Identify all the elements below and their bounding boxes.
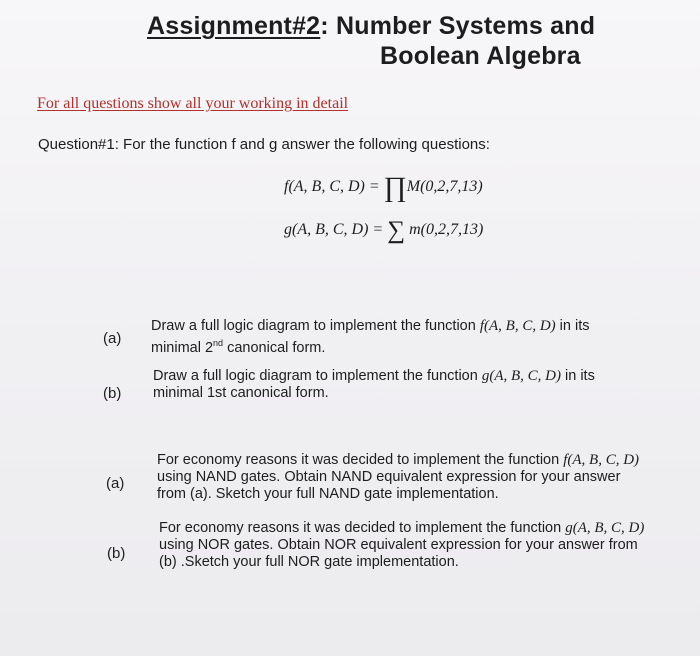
part-text-line: (b) .Sketch your full NOR gate implementation. — [159, 554, 459, 570]
formula-g — [284, 218, 483, 243]
formula-g-rhs: m(0,2,7,13) — [409, 221, 484, 238]
part-text — [157, 452, 639, 503]
part-text-line: For economy reasons it was decided to implement the function f(A, B, C, D) — [157, 452, 640, 468]
title-line-1-rest: : Number Systems and — [320, 12, 596, 40]
part-text-line: Draw a full logic diagram to implement the function g(A, B, C, D) in its — [153, 368, 595, 384]
part-label: (a) — [106, 475, 125, 492]
part-text — [153, 368, 595, 402]
part-label: (a) — [103, 330, 122, 347]
part-text-line: minimal 1st canonical form. — [153, 385, 329, 401]
part-text-line: using NAND gates. Obtain NAND equivalent expression for your answer — [157, 469, 621, 485]
part-label: (b) — [107, 545, 126, 562]
part-text-line: For economy reasons it was decided to implement the function g(A, B, C, D) — [159, 520, 645, 536]
formula-f-rhs: M(0,2,7,13) — [406, 178, 483, 195]
part-text — [151, 318, 590, 357]
formula-f-lhs: f(A, B, C, D) = — [284, 178, 380, 195]
part-text-line: from (a). Sketch your full NAND gate implementation. — [157, 486, 499, 502]
title-line-2: Boolean Algebra — [380, 42, 581, 70]
part-text-line: minimal 2nd canonical form. — [151, 338, 326, 356]
part-text-line: using NOR gates. Obtain NOR equivalent expression for your answer from — [159, 537, 638, 553]
sum-symbol: ∑ — [387, 217, 406, 244]
formula-g-lhs: g(A, B, C, D) = — [284, 221, 384, 238]
part-label: (b) — [103, 385, 122, 402]
title-line-1 — [147, 12, 595, 41]
instruction-note: For all questions show all your working in detail — [37, 95, 349, 112]
formula-f — [284, 174, 483, 202]
title-assignment-number: Assignment#2 — [147, 12, 321, 40]
question-1-text: Question#1: For the function f and g answer the following questions: — [38, 136, 490, 153]
part-text — [159, 520, 644, 571]
product-symbol: ∏ — [383, 172, 407, 203]
part-text-line: Draw a full logic diagram to implement the function f(A, B, C, D) in its — [151, 318, 590, 334]
